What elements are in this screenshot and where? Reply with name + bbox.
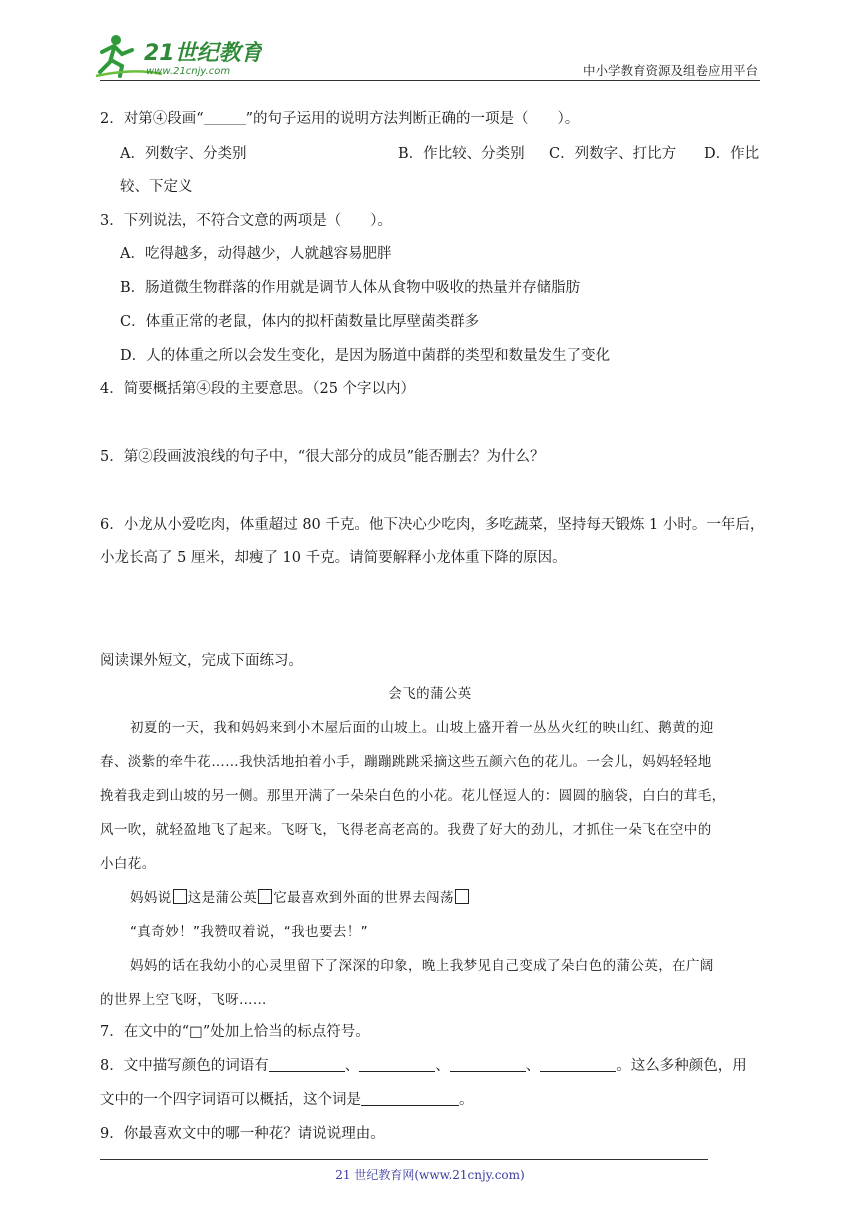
passage-p1-line-1: 初夏的一天，我和妈妈来到小木屋后面的山坡上。山坡上盛开着一丛丛火红的映山红、鹅黄的迎 — [130, 720, 714, 736]
passage-p4-line-2: 的世界上空飞呀，飞呀…… — [100, 992, 267, 1008]
q2-option-c: C．列数字、打比方 — [549, 146, 677, 162]
q2-option-d: D．作比 — [704, 146, 760, 162]
passage-p1-line-5: 小白花。 — [100, 856, 156, 872]
header-platform-text: 中小学教育资源及组卷应用平台 — [582, 63, 758, 78]
svg-text:21世纪教育: 21世纪教育 — [144, 41, 262, 66]
q3-option-c: C．体重正常的老鼠，体内的拟杆菌数量比厚壁菌类群多 — [120, 314, 480, 330]
runner-icon — [92, 30, 262, 82]
header-rule — [100, 80, 760, 81]
answer-blank — [450, 1057, 526, 1072]
punctuation-box — [173, 889, 187, 904]
passage-title: 会飞的蒲公英 — [388, 686, 472, 702]
question-4: 4．简要概括第④段的主要意思。（25 个字以内） — [100, 381, 416, 397]
question-6-line-1: 6．小龙从小爱吃肉，体重超过 80 千克。他下决心少吃肉，多吃蔬菜，坚持每天锻炼 1 小时。一年后， — [100, 517, 765, 533]
question-9: 9．你最喜欢文中的哪一种花？请说说理由。 — [100, 1126, 385, 1142]
question-7: 7．在文中的“□”处加上恰当的标点符号。 — [100, 1024, 370, 1040]
question-5: 5．第②段画波浪线的句子中，“很大部分的成员”能否删去？为什么？ — [100, 449, 545, 465]
answer-blank — [204, 110, 246, 125]
q2-option-d-continued: 较、下定义 — [120, 179, 193, 195]
site-logo — [92, 30, 262, 82]
question-6-line-2: 小龙长高了 5 厘米，却瘦了 10 千克。请简要解释小龙体重下降的原因。 — [100, 550, 567, 566]
q2-option-b: B．作比较、分类别 — [398, 146, 525, 162]
punctuation-box — [455, 889, 469, 904]
passage-p3: “真奇妙！”我赞叹着说，“我也要去！” — [130, 924, 369, 940]
passage-p1-line-3: 挽着我走到山坡的另一侧。那里开满了一朵朵白色的小花。花儿怪逗人的：圆圆的脑袋，白白的茸毛， — [100, 788, 726, 804]
punctuation-box — [258, 889, 272, 904]
question-8-line-1: 8．文中描写颜色的词语有 、 、 、 。这么多种颜色，用 — [100, 1058, 747, 1074]
q3-option-a: A．吃得越多，动得越少，人就越容易肥胖 — [120, 246, 392, 262]
passage-p1-line-4: 风一吹，就轻盈地飞了起来。飞呀飞，飞得老高老高的。我费了好大的劲儿，才抓住一朵飞在空中的 — [100, 822, 712, 838]
passage-p4-line-1: 妈妈的话在我幼小的心灵里留下了深深的印象，晚上我梦见自己变成了朵白色的蒲公英，在广阔 — [130, 958, 714, 974]
q3-option-d: D．人的体重之所以会发生变化，是因为肠道中菌群的类型和数量发生了变化 — [120, 348, 611, 364]
q2-option-a: A．列数字、分类别 — [120, 146, 247, 162]
question-2: 2．对第④段画“ ”的句子运用的说明方法判断正确的一项是（ ）。 — [100, 111, 580, 127]
footer-text: 21 世纪教育网(www.21cnjy.com) — [335, 1168, 525, 1182]
reading-instructions: 阅读课外短文，完成下面练习。 — [100, 653, 303, 669]
answer-blank — [540, 1057, 616, 1072]
answer-blank — [361, 1091, 459, 1106]
passage-p2: 妈妈说 这是蒲公英 它最喜欢到外面的世界去闯荡 — [130, 886, 470, 906]
footer-rule — [100, 1159, 708, 1160]
svg-text:www.21cnjy.com: www.21cnjy.com — [146, 66, 231, 77]
passage-p1-line-2: 春、淡紫的牵牛花……我快活地拍着小手，蹦蹦跳跳采摘这些五颜六色的花儿。一会儿，妈妈轻轻地 — [100, 754, 712, 770]
question-3: 3．下列说法，不符合文意的两项是（ ）。 — [100, 213, 392, 229]
answer-blank — [269, 1057, 345, 1072]
q3-option-b: B．肠道微生物群落的作用就是调节人体从食物中吸收的热量并存储脂肪 — [120, 280, 581, 296]
answer-blank — [359, 1057, 435, 1072]
question-8-line-2: 文中的一个四字词语可以概括，这个词是 。 — [100, 1092, 474, 1108]
